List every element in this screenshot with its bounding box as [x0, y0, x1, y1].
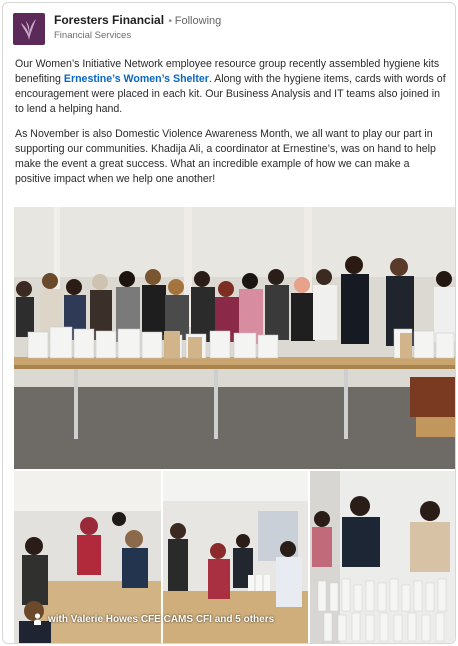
tagged-people-bar[interactable]	[33, 609, 274, 629]
foresters-flame-logo-icon	[18, 17, 40, 41]
thumbnail-image-3	[310, 471, 455, 644]
company-logo[interactable]	[13, 13, 45, 45]
post-paragraph-2: As November is also Domestic Violence Awareness Month, we all want to play our part in supporting our communities. Khadija Ali, a coordinator at Ernestine’s, was on hand to help make the event a great success. What an incredible example of how we can make a positive impact when we help one another!	[15, 128, 436, 185]
separator-dot: •	[168, 16, 175, 27]
post-body	[15, 57, 447, 197]
post-card	[2, 2, 456, 644]
shelter-link[interactable]: Ernestine’s Women’s Shelter	[63, 73, 209, 85]
person-icon	[33, 613, 42, 625]
company-subtitle: Financial Services	[54, 30, 132, 41]
following-status[interactable]: Following	[174, 15, 222, 27]
paragraph-1-text-end: . Along with the hygiene items, cards with words of encouragement were placed in each kit. Our Business Analysis and IT teams also joined in to lend a helping hand.	[15, 73, 446, 115]
group-photo-image	[14, 207, 455, 469]
company-name[interactable]: Foresters Financial	[54, 13, 165, 27]
tagged-people-text: with Valerie Howes CFE CAMS CFI and 5 others	[48, 613, 275, 625]
photo-thumbnail-3[interactable]	[310, 471, 455, 644]
paragraph-1-text: Our Women’s Initiative Network employee resource group recently assembled hygiene kits benefiting	[15, 58, 440, 85]
post-paragraph-1	[15, 57, 447, 117]
post-header	[13, 13, 221, 49]
main-group-photo[interactable]	[14, 207, 455, 469]
